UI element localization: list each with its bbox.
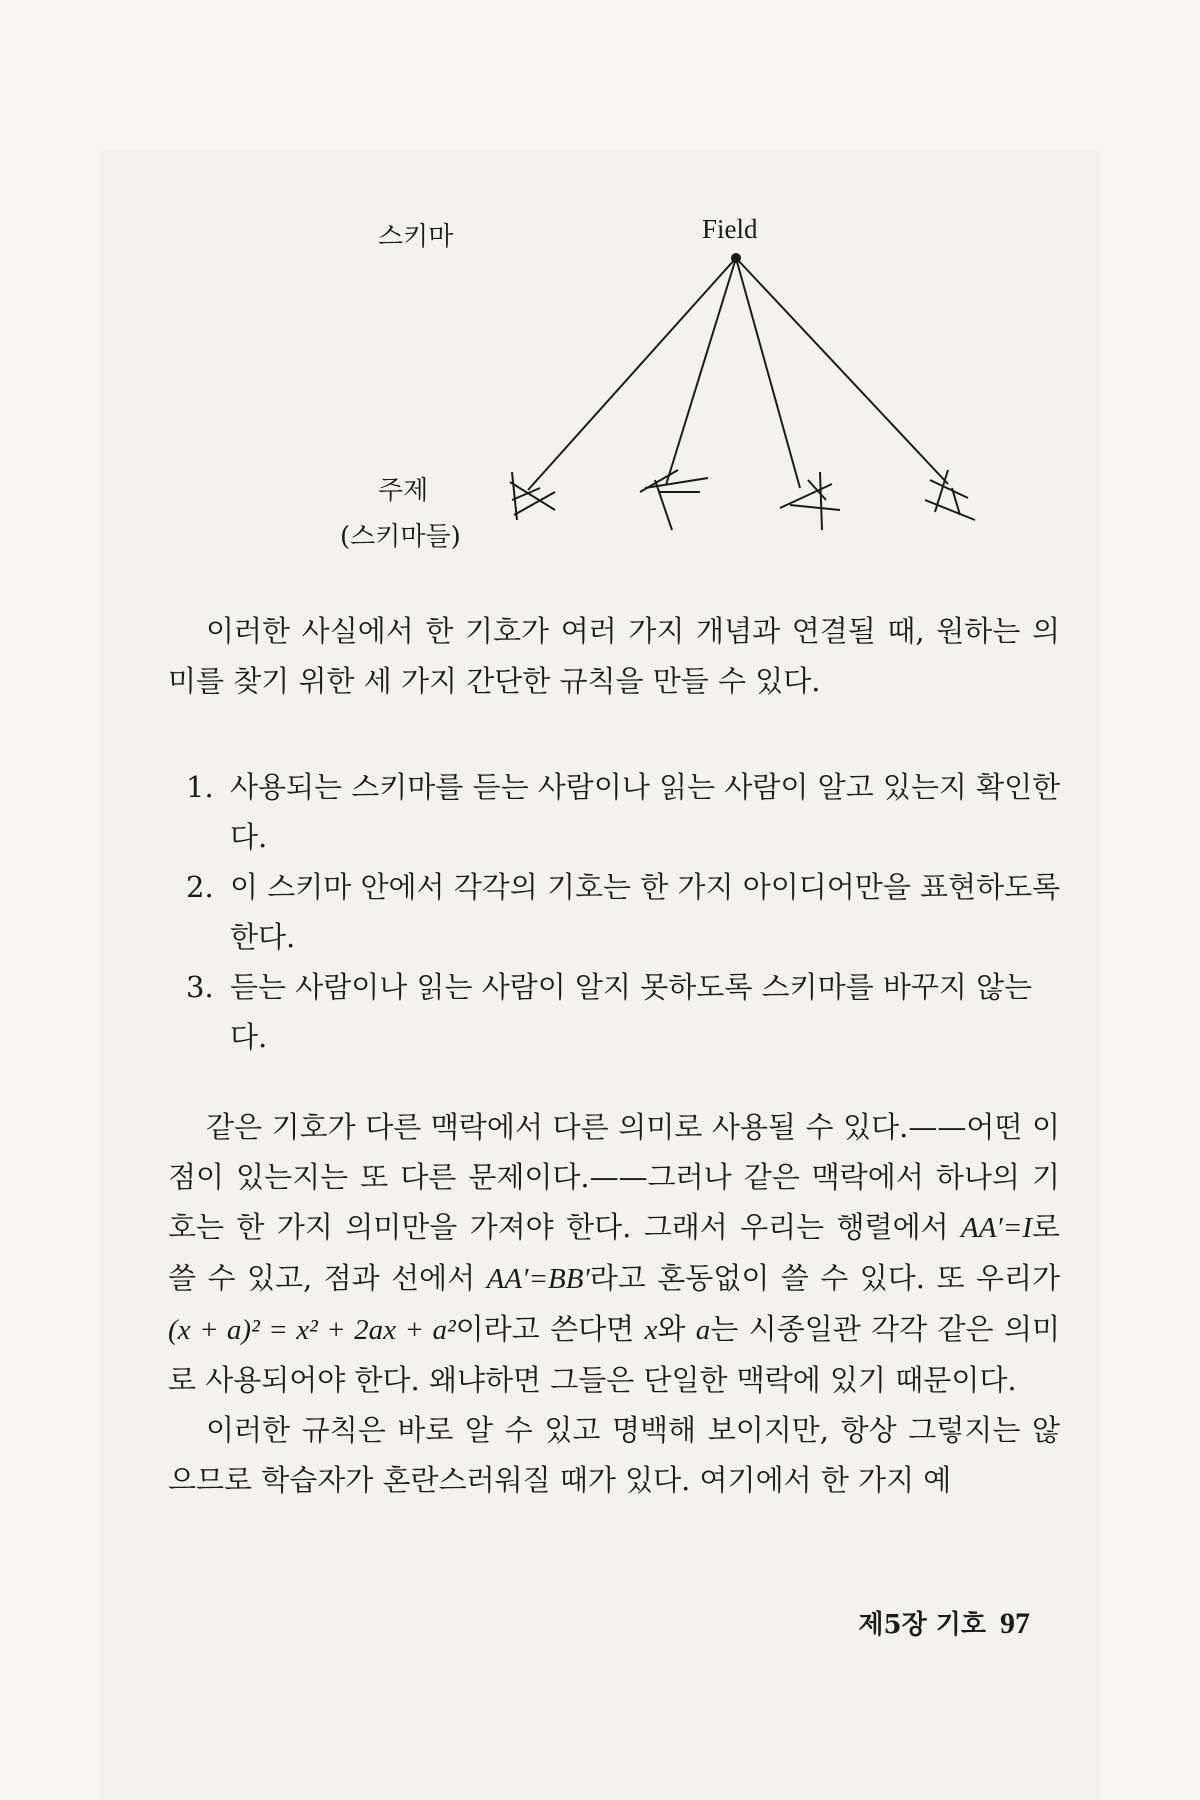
- matrix-equation: AA′=I: [960, 1212, 1032, 1244]
- subject-label: 주제: [378, 476, 429, 506]
- page-footer: [858, 1604, 1030, 1641]
- rule-text: 사용되는 스키마를 듣는 사람이나 읽는 사람이 알고 있는지 확인한다.: [230, 770, 1061, 854]
- paragraph-text: 는 시종일관 각각 같은 의미로 사용되어야 한다. 왜냐하면 그들은 단일한 맥락에 있기 때문이다.: [168, 1312, 1060, 1397]
- rule-text: 듣는 사람이나 읽는 사람이 알지 못하도록 스키마를 바꾸지 않는다.: [230, 970, 1033, 1054]
- chapter-title: 제5장 기호: [858, 1610, 986, 1640]
- variable-x: x: [644, 1314, 658, 1346]
- schema-diagram: [0, 0, 1200, 560]
- field-node: [731, 253, 741, 263]
- paragraph-text: 로 쓸 수 있고, 점과 선에서: [168, 1210, 1060, 1295]
- subject-sublabel: (스키마들): [340, 522, 461, 552]
- scribble-symbol-2: [640, 470, 708, 530]
- field-label: Field: [702, 214, 758, 244]
- context-paragraph: [168, 1102, 1060, 1405]
- rules-list: [186, 762, 1066, 1062]
- page-number: 97: [1000, 1607, 1030, 1640]
- variable-a: a: [695, 1314, 711, 1346]
- rule-number: 1.: [186, 770, 214, 804]
- intro-block: [168, 606, 1060, 706]
- rule-number: 2.: [186, 870, 214, 904]
- intro-paragraph: 이러한 사실에서 한 기호가 여러 가지 개념과 연결될 때, 원하는 의미를 찾기 위한 세 가지 간단한 규칙을 만들 수 있다.: [168, 614, 1060, 698]
- main-text-block: [168, 1102, 1060, 1505]
- scribble-symbol-1: [510, 472, 555, 520]
- point-line-equation: AA′=BB′: [486, 1263, 590, 1295]
- rule-number: 3.: [186, 970, 214, 1004]
- rule-item: [186, 762, 1066, 862]
- link-line-2: [666, 258, 736, 485]
- rules-note-paragraph: 이러한 규칙은 바로 알 수 있고 명백해 보이지만, 항상 그렇지는 않으므로 학습자가 혼란스러워질 때가 있다. 여기에서 한 가지 예: [168, 1413, 1060, 1497]
- paragraph-text: 라고 혼동없이 쓸 수 있다. 또 우리가: [589, 1261, 1060, 1295]
- paragraph-text: 이라고 쓴다면: [455, 1312, 645, 1346]
- schema-label: 스키마: [378, 222, 454, 252]
- scribble-symbol-4: [925, 470, 975, 520]
- link-line-1: [528, 258, 736, 490]
- rule-text: 이 스키마 안에서 각각의 기호는 한 가지 아이디어만을 표현하도록 한다.: [230, 870, 1061, 954]
- paragraph-text: 같은 기호가 다른 맥락에서 다른 의미로 사용될 수 있다.——어떤 이점이 있는지는 또 다른 문제이다.——그러나 같은 맥락에서 하나의 기호는 한 가지 의미만을 가져야 한다. 그래서 우리는 행렬에서: [168, 1110, 1060, 1244]
- rule-item: [186, 862, 1066, 962]
- scribble-symbol-3: [780, 472, 840, 530]
- rule-item: [186, 962, 1066, 1062]
- paragraph-text: 와: [657, 1312, 696, 1346]
- square-expansion-equation: (x + a)² = x² + 2ax + a²: [168, 1314, 456, 1346]
